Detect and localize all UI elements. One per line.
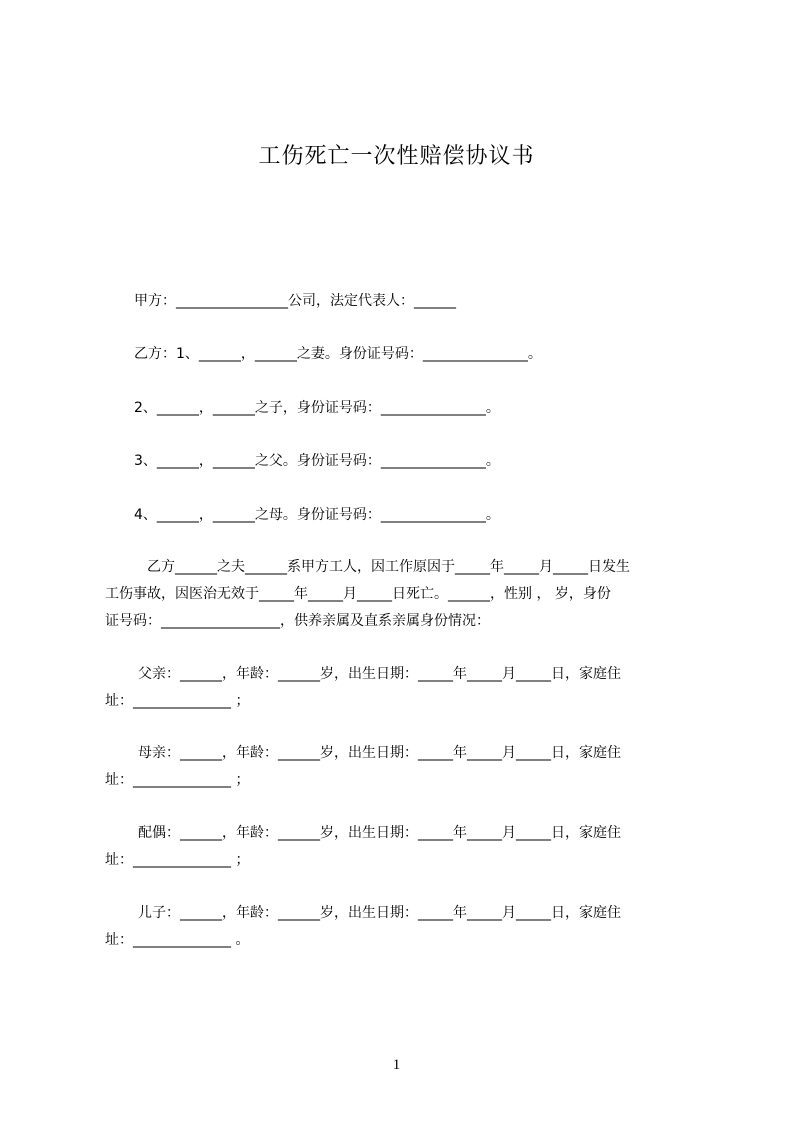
document-title: 工伤死亡一次性赔偿协议书 [258, 144, 535, 169]
party-b-line-4: 4、______，______之母。身份证号码：_______________。 [134, 507, 500, 523]
party-a-line: 甲方：________________公司，法定代表人：______ [134, 293, 456, 309]
party-b-line-1: 乙方：1、______，______之妻。身份证号码：_______________。 [134, 346, 542, 362]
incident-line-1: 乙方______之夫______系甲方工人，因工作原因于_____年_____月_____日发生 [147, 559, 630, 575]
incident-line-3: 证号码：_________________，供养亲属及直系亲属身份情况： [105, 613, 490, 629]
relative-son-line-1: 儿子：______，年龄：______岁，出生日期：_____年_____月_____日，家庭住 [138, 905, 621, 921]
relative-father-line-2: 址：______________ ； [105, 693, 250, 709]
party-b-line-2: 2、______，______之子，身份证号码：_______________。 [134, 400, 500, 416]
party-b-line-3: 3、______，______之父。身份证号码：_______________。 [134, 453, 500, 469]
incident-line-2: 工伤事故，因医治无效于_____年_____月_____日死亡。______，性别 ， 岁，身份 [105, 586, 611, 602]
relative-mother-line-2: 址：______________ ； [105, 772, 250, 788]
relative-father-line-1: 父亲：______，年龄：______岁，出生日期：_____年_____月_____日，家庭住 [138, 666, 621, 682]
page-number: 1 [392, 1057, 401, 1073]
relative-mother-line-1: 母亲：______，年龄：______岁，出生日期：_____年_____月_____日，家庭住 [138, 745, 621, 761]
relative-spouse-line-2: 址：______________ ； [105, 852, 250, 868]
relative-son-line-2: 址：______________ 。 [105, 932, 250, 948]
relative-spouse-line-1: 配偶：______，年龄：______岁，出生日期：_____年_____月_____日，家庭住 [138, 825, 621, 841]
